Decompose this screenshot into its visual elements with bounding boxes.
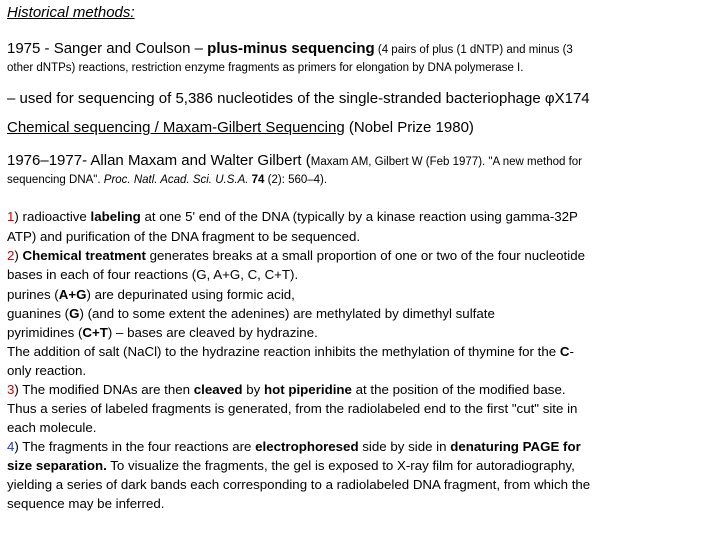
maxam-title-prize: (Nobel Prize 1980) [344,119,474,136]
text-run-bold: Chemical treatment [22,248,146,263]
maxam-authors: 1976–1977- Allan Maxam and Walter Gilbert ( [7,152,311,169]
text-run: side by side in [358,439,451,454]
text-run: ) The modified DNAs are then [14,382,194,397]
guanines-line [7,306,495,321]
step-2-number: 2 [7,248,15,263]
text-run: ) (and to some extent the adenines) are methylated by dimethyl sulfate [79,306,495,321]
step-4-line-3: yielding a series of dark bands each corresponding to a radiolabeled DNA fragment, from which the [7,477,591,492]
text-run: - [569,344,574,359]
maxam-line-2 [7,174,327,186]
salt-line-2: only reaction. [7,363,87,378]
text-run: ) radioactive [14,209,91,224]
text-run-bold: A+G [58,287,87,302]
maxam-title [7,119,474,137]
maxam-line-1 [7,152,582,170]
sanger-method: plus-minus sequencing [207,40,375,57]
text-run: purines ( [7,287,59,302]
purines-line [7,287,295,302]
citation-pages: (2): 560–4). [264,174,328,186]
step-1-line-1 [7,209,578,224]
step-1-number: 1 [7,209,15,224]
citation-volume: 74 [251,174,265,186]
step-3-line-2: Thus a series of labeled fragments is generated, from the radiolabeled end to the first "cut" site in [7,401,578,416]
text-run: ) – bases are cleaved by hydrazine. [107,325,318,340]
text-run-bold: G [69,306,80,321]
text-run: at the position of the modified base. [351,382,566,397]
maxam-citation: Maxam AM, Gilbert W (Feb 1977). "A new method for [310,156,583,168]
sanger-line-1 [7,40,573,58]
step-3-line-3: each molecule. [7,420,97,435]
citation-title: sequencing DNA". [7,174,104,186]
text-run: The addition of salt (NaCl) to the hydrazine reaction inhibits the methylation of thymine for the [7,344,560,359]
page-heading: Historical methods: [7,4,135,21]
step-3-line-1 [7,382,566,397]
salt-line-1 [7,344,574,359]
text-run-bold: cleaved [193,382,243,397]
step-4-line-2 [7,458,575,473]
step-4-number: 4 [7,439,15,454]
text-run: by [242,382,264,397]
sanger-intro: 1975 - Sanger and Coulson – [7,40,208,57]
step-2-line-1 [7,248,585,263]
step-1-line-2: ATP) and purification of the DNA fragment to be sequenced. [7,229,361,244]
step-2-line-2: bases in each of four reactions (G, A+G, C, C+T). [7,267,299,282]
text-run: at one 5' end of the DNA (typically by a kinase reaction using gamma-32P [140,209,578,224]
step-3-number: 3 [7,382,15,397]
text-run-bold: denaturing PAGE for [450,439,581,454]
text-run-bold: size separation. [7,458,107,473]
pyrimidines-line [7,325,318,340]
citation-journal: Proc. Natl. Acad. Sci. U.S.A. [103,174,249,186]
maxam-title-main: Chemical sequencing / Maxam-Gilbert Sequencing [7,119,345,136]
sanger-line-2: other dNTPs) reactions, restriction enzyme fragments as primers for elongation by DNA polymerase I. [7,62,524,74]
text-run-bold: hot piperidine [264,382,352,397]
text-run-bold: C+T [82,325,108,340]
sanger-line-3: – used for sequencing of 5,386 nucleotides of the single-stranded bacteriophage φX174 [7,90,590,107]
text-run-bold: electrophoresed [255,439,359,454]
text-run-bold: C [559,344,570,359]
text-run: ) The fragments in the four reactions are [14,439,256,454]
text-run-bold: labeling [90,209,141,224]
sanger-detail: (4 pairs of plus (1 dNTP) and minus (3 [374,44,573,56]
text-run: guanines ( [7,306,70,321]
step-4-line-4: sequence may be inferred. [7,496,165,511]
text-run: ) are depurinated using formic acid, [86,287,295,302]
text-run: generates breaks at a small proportion of one or two of the four nucleotide [145,248,585,263]
text-run: ) [14,248,23,263]
step-4-line-1 [7,439,581,454]
text-run: To visualize the fragments, the gel is exposed to X-ray film for autoradiography, [106,458,575,473]
text-run: pyrimidines ( [7,325,83,340]
